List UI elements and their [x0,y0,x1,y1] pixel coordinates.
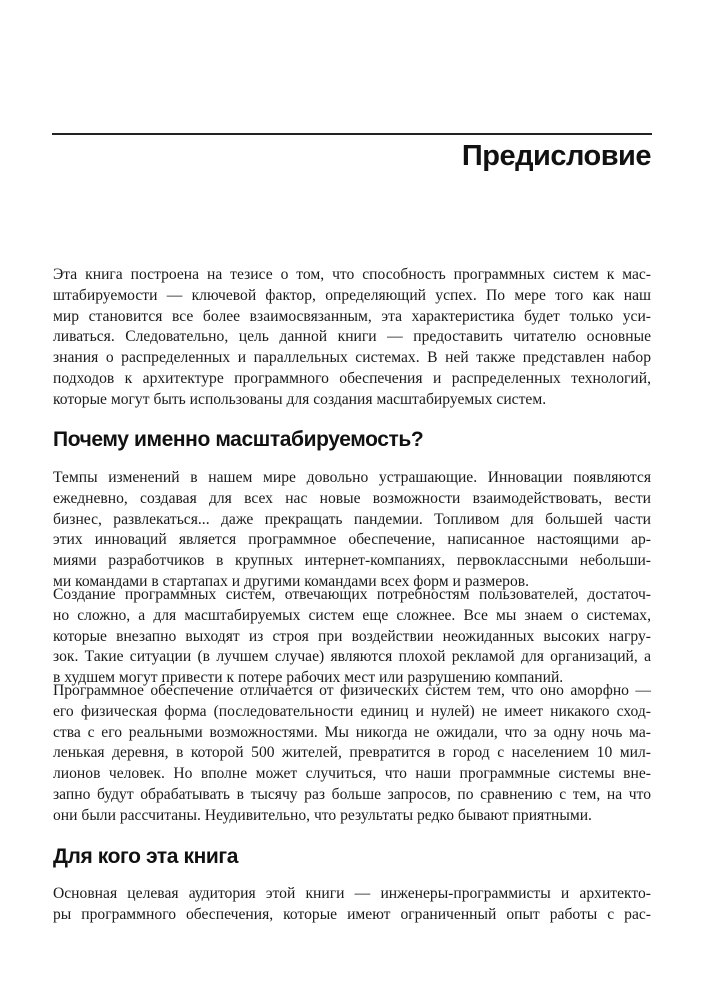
text-line: Создание программных систем, отвечающих потребностям пользователей, достаточ- [53,586,651,603]
text-line: ры программного обеспечения, которые имеют ограниченный опыт работы с рас- [53,905,651,923]
text-line: ленькая деревня, в которой 500 жителей, превратится в город с населением 10 мил- [53,744,651,762]
text-line: но сложно, а для масштабируемых систем еще сложнее. Все мы знаем о системах, [53,606,651,624]
paragraph [53,468,651,593]
chapter-rule [52,133,652,135]
section-heading-audience: Для кого эта книга [53,845,239,868]
paragraph-intro [53,265,651,411]
text-line: они были рассчитаны. Неудивительно, что результаты редко бывают приятными. [53,806,592,824]
text-line: в худшем могут привести к потере рабочих мест или разрушению компаний. [53,669,564,687]
text-line: Программное обеспечение отличается от физических систем тем, что оно аморфно — [53,682,651,699]
text-line: ства с его реальными возможностями. Мы никогда не ожидали, что за одну ночь ма- [53,723,651,741]
text-line: подходов к архитектуре программного обеспечения и распределенных технологий, [53,369,651,387]
text-line: миями разработчиков в крупных интернет-компаниях, первоклассными небольши- [53,552,651,570]
section-heading-why-scalability: Почему именно масштабируемость? [53,428,424,451]
text-line: зок. Такие ситуации (в лучшем случае) являются плохой рекламой для организаций, а [53,648,651,666]
text-line: запно будут обрабатывать в тысячу раз больше запросов, по сравнению с тем, на что [53,785,651,803]
text-line: бизнес, развлекаться... даже прекращать пандемии. Топливом для большей части [53,510,651,528]
paragraph [53,884,651,926]
text-line: Эта книга построена на тезисе о том, что способность программных систем к мас- [53,266,651,283]
text-line: штабируемости — ключевой фактор, определяющий успех. По мере того как наш [53,286,651,304]
paragraph [53,681,651,827]
text-line: мир становится все более взаимосвязанным, эта характеристика будет только уси- [53,307,651,325]
text-line: которые внезапно выходят из строя при воздействии неожиданных высоких нагру- [53,627,651,645]
text-line: этих инноваций является программное обеспечение, написанное настоящими ар- [53,531,651,549]
text-line: его физическая форма (последовательности единиц и нулей) не имеет никакого сход- [53,702,651,720]
text-line: ежедневно, создавая для всех нас новые возможности взаимодействовать, вести [53,489,651,507]
text-line: знания о распределенных и параллельных системах. В ней также представлен набор [53,349,651,367]
paragraph [53,585,651,689]
text-line: ми командами в стартапах и другими командами всех форм и размеров. [53,572,530,590]
chapter-title: Предисловие [461,140,651,172]
text-line: Темпы изменений в нашем мире довольно устрашающие. Инновации появляются [53,469,651,486]
text-line: ливаться. Следовательно, цель данной книги — предоставить читателю основные [53,328,651,346]
text-line: Основная целевая аудитория этой книги — инженеры-программисты и архитекто- [53,885,651,902]
text-line: которые могут быть использованы для создания масштабируемых систем. [53,390,547,408]
text-line: лионов человек. Но вполне может случиться, что наши программные системы вне- [53,765,651,783]
